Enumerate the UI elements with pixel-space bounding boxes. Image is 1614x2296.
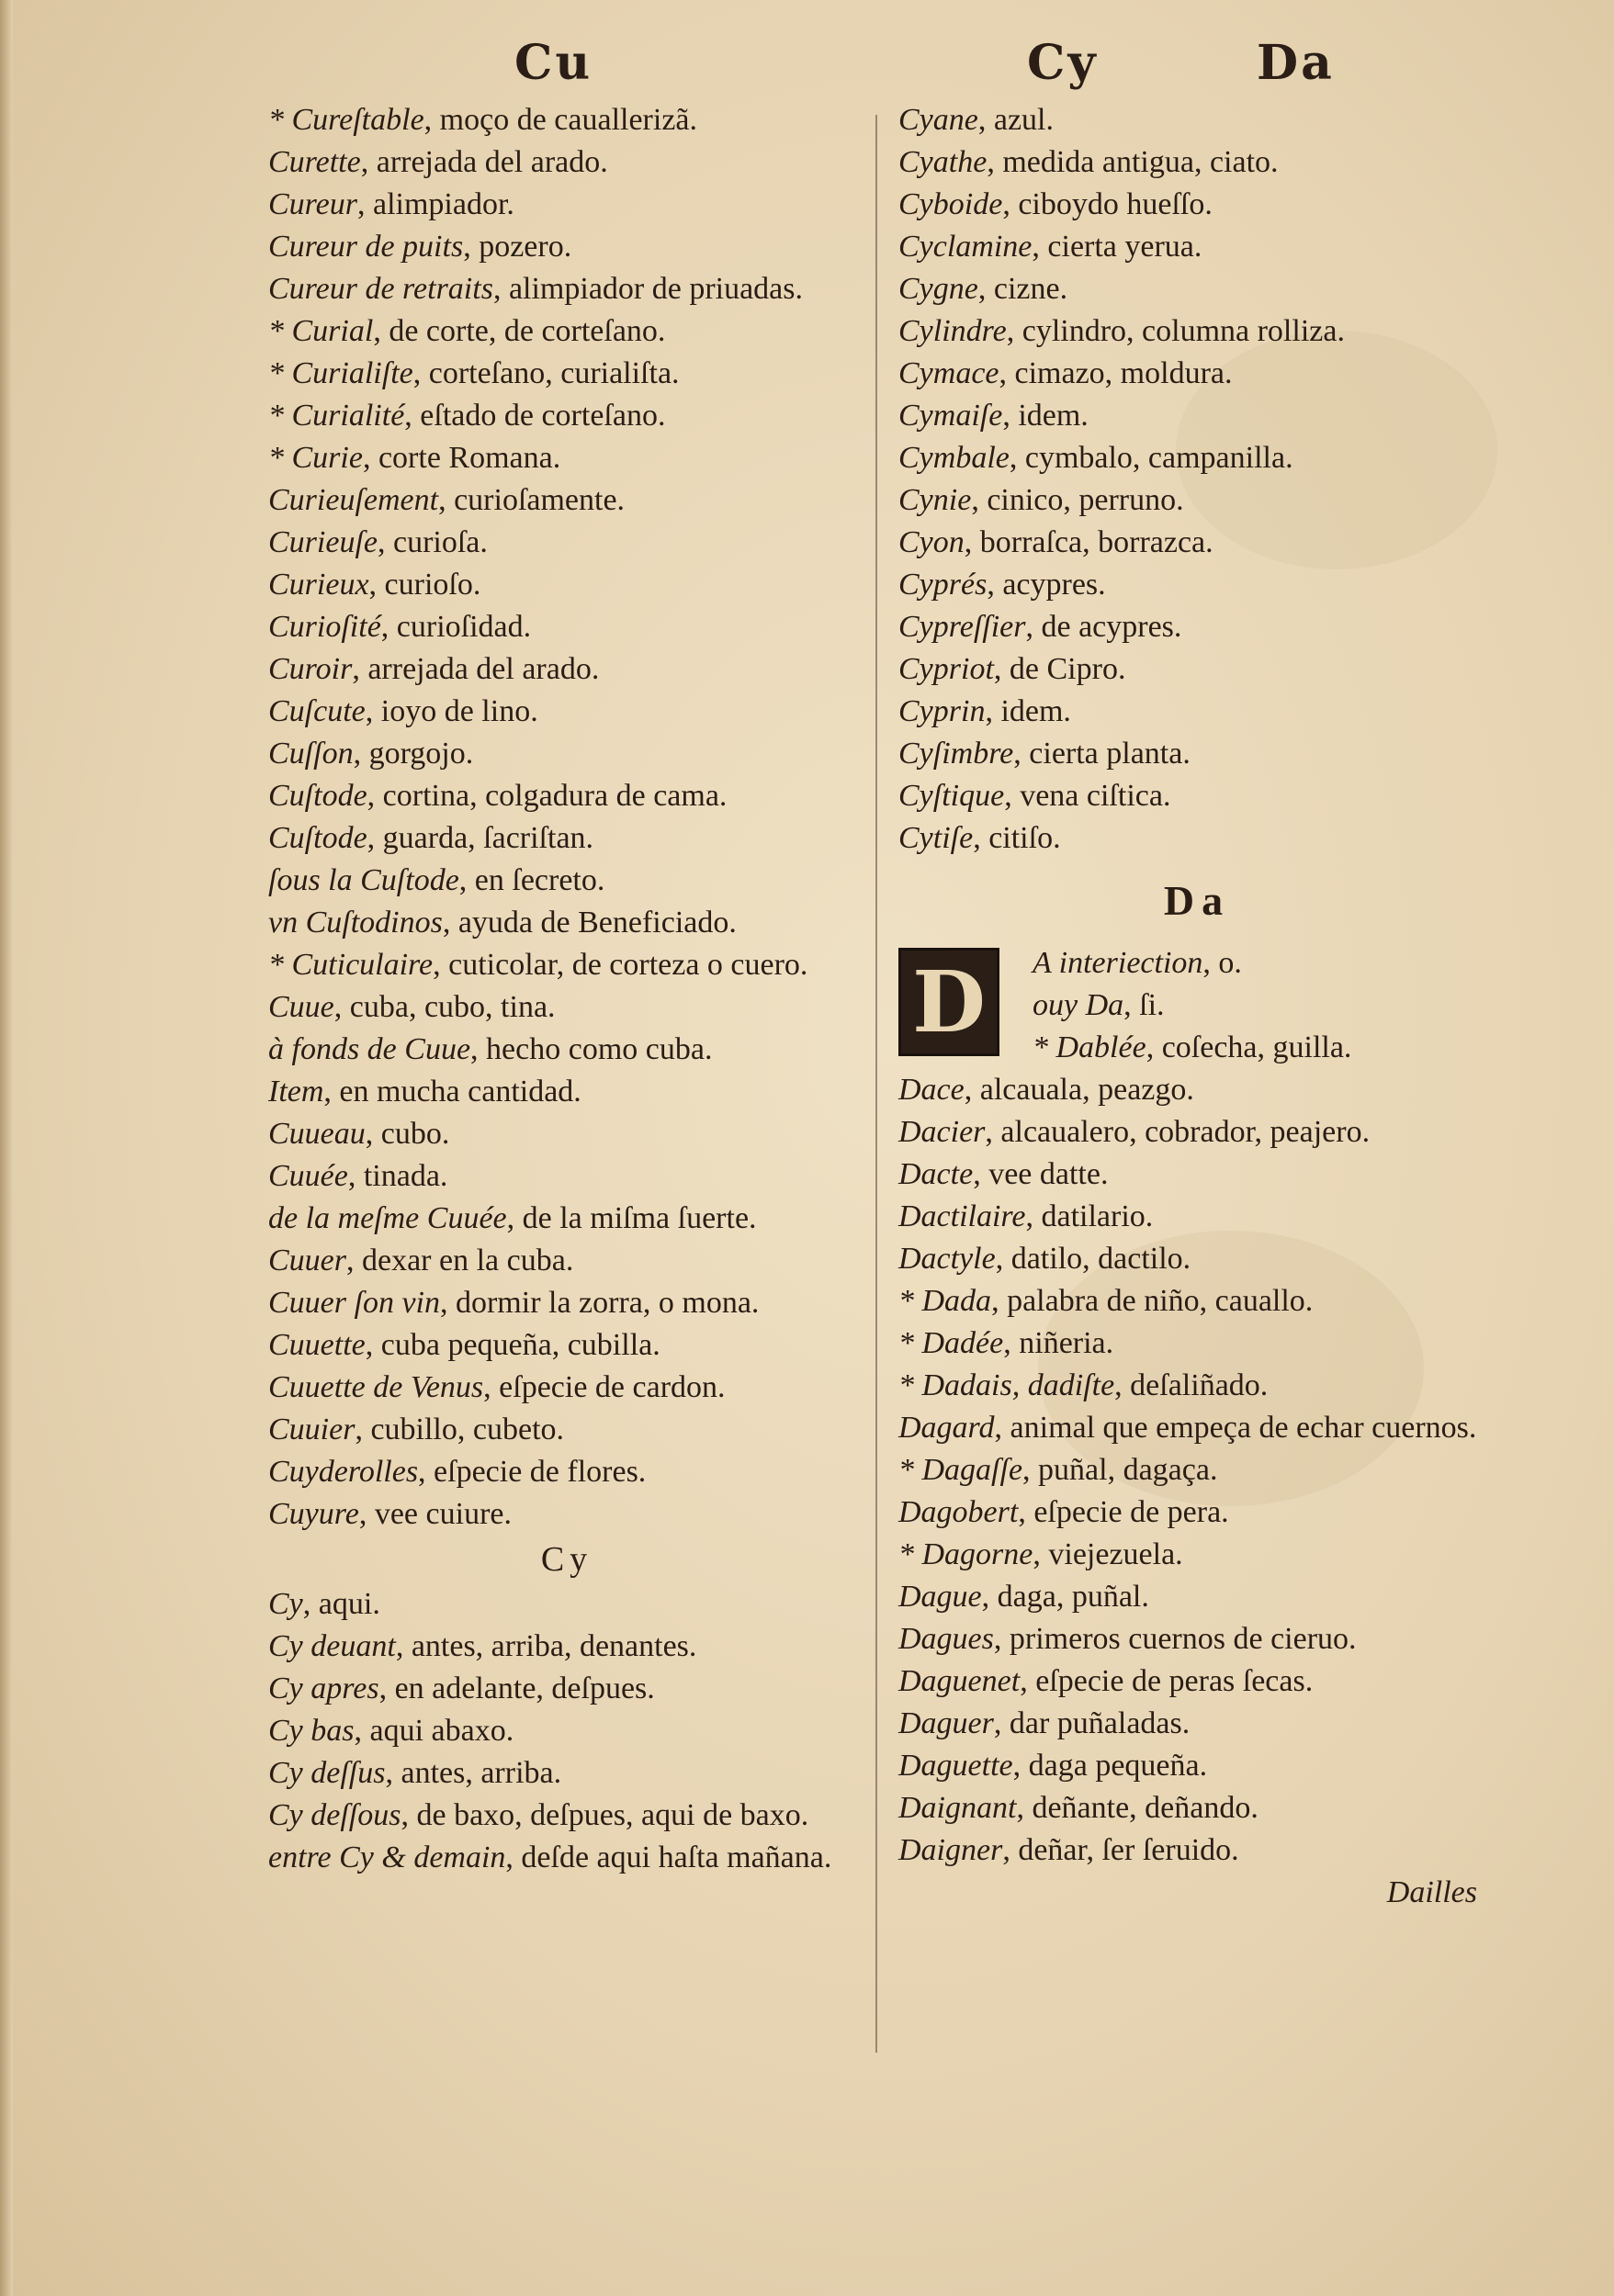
- entry-headword: * Dagorne: [898, 1537, 1033, 1571]
- entry-definition: , curioſo.: [368, 568, 481, 602]
- entry-definition: , aqui.: [302, 1587, 380, 1621]
- entry-headword: * Cuticulaire: [268, 948, 434, 982]
- entry-definition: , datilo, dactilo.: [995, 1242, 1191, 1276]
- entry-definition: , vee datte.: [973, 1157, 1109, 1191]
- entry-headword: Dagard: [898, 1411, 995, 1445]
- dictionary-entry: [268, 648, 865, 691]
- entry-definition: , eſtado de corteſano.: [404, 399, 666, 433]
- decorated-initial-letter: D: [912, 952, 986, 1052]
- entry-definition: , eſpecie de cardon.: [483, 1370, 726, 1404]
- entry-definition: , de corte, de corteſano.: [373, 314, 666, 348]
- entry-headword: Cuſtode: [268, 821, 367, 855]
- dictionary-entry: [898, 141, 1495, 184]
- entry-headword: * Dablée: [1033, 1030, 1146, 1064]
- entry-definition: , tinada.: [347, 1159, 448, 1193]
- entry-definition: , eſpecie de flores.: [418, 1455, 647, 1489]
- entry-definition: , viejezuela.: [1033, 1537, 1183, 1571]
- entry-definition: , en ſecreto.: [458, 863, 605, 897]
- entry-definition: , cuba, cubo, tina.: [333, 990, 556, 1024]
- entry-definition: , deſaliñado.: [1114, 1368, 1269, 1402]
- column-divider: [875, 115, 877, 2053]
- entry-definition: , coſecha, guilla.: [1146, 1030, 1352, 1064]
- entry-definition: , cymbalo, campanilla.: [1009, 441, 1293, 475]
- dictionary-entry: [898, 1407, 1495, 1449]
- entry-headword: Curieuſement: [268, 483, 439, 517]
- entry-headword: Cuuier: [268, 1412, 356, 1446]
- entry-headword: Dagues: [898, 1622, 994, 1656]
- dictionary-entry: [268, 1029, 865, 1071]
- entry-definition: , cuticolar, de corteza o cuero.: [433, 948, 808, 982]
- dictionary-entry: [898, 1111, 1495, 1154]
- dictionary-entry: [898, 1660, 1495, 1703]
- entry-headword: Daguenet: [898, 1664, 1021, 1698]
- dictionary-entry: [268, 479, 865, 522]
- entry-headword: Cyane: [898, 103, 978, 137]
- dictionary-entry: [898, 1322, 1495, 1365]
- entry-definition: , dormir la zorra, o mona.: [439, 1286, 760, 1320]
- entry-definition: , de Cipro.: [993, 652, 1126, 686]
- entry-headword: Cuuer: [268, 1244, 346, 1277]
- entry-definition: , pozero.: [463, 230, 572, 264]
- entry-headword: Cureur de puits: [268, 230, 464, 264]
- dictionary-entry: [268, 1155, 865, 1198]
- entry-headword: Dague: [898, 1580, 982, 1614]
- entry-definition: , cubillo, cubeto.: [355, 1412, 565, 1446]
- entry-definition: , alcaualero, cobrador, peajero.: [985, 1115, 1371, 1149]
- entry-headword: à fonds de Cuue: [268, 1032, 471, 1066]
- entry-definition: , cimazo, moldura.: [999, 356, 1233, 390]
- dictionary-entry: [268, 1668, 865, 1710]
- entry-definition: , idem.: [1002, 399, 1089, 433]
- entry-headword: Cuue: [268, 990, 334, 1024]
- entry-definition: , primeros cuernos de cieruo.: [993, 1622, 1357, 1656]
- entry-definition: , borraſca, borrazca.: [964, 525, 1213, 559]
- entry-headword: * Curialiſte: [268, 356, 413, 390]
- entry-definition: , alimpiador.: [356, 187, 514, 221]
- entry-headword: Cureur de retraits: [268, 272, 493, 306]
- dictionary-entry: [898, 606, 1495, 648]
- entry-definition: , aqui abaxo.: [354, 1714, 514, 1748]
- catchword: Dailles: [1386, 1875, 1477, 1909]
- entry-definition: , curioſidad.: [380, 610, 532, 644]
- right-column: [898, 99, 1495, 1914]
- entry-headword: Cyboide: [898, 187, 1003, 221]
- dictionary-entry: [268, 1451, 865, 1493]
- entry-definition: , de la miſma ſuerte.: [506, 1201, 757, 1235]
- dictionary-entry: [268, 1752, 865, 1795]
- dictionary-entry: [898, 1154, 1495, 1196]
- entry-definition: , niñeria.: [1003, 1326, 1114, 1360]
- entry-definition: , de baxo, deſpues, aqui de baxo.: [401, 1798, 809, 1832]
- entry-headword: Cytiſe: [898, 821, 974, 855]
- entry-headword: Cureur: [268, 187, 357, 221]
- entry-headword: Cuſſon: [268, 737, 354, 771]
- entry-headword: Cypriot: [898, 652, 994, 686]
- left-entry-list: [268, 99, 865, 1536]
- dictionary-entry: [898, 1703, 1495, 1745]
- dictionary-entry: [268, 1071, 865, 1113]
- subhead-cy: Cy: [540, 1540, 593, 1579]
- entry-definition: , ciboydo hueſſo.: [1002, 187, 1213, 221]
- dictionary-entry: [898, 226, 1495, 268]
- dictionary-entry: [898, 353, 1495, 395]
- entry-headword: Cuyure: [268, 1497, 359, 1531]
- entry-headword: Cylindre: [898, 314, 1007, 348]
- dictionary-entry: [268, 99, 865, 141]
- dictionary-entry: [898, 1449, 1495, 1491]
- dictionary-entry: [268, 1367, 865, 1409]
- entry-definition: , medida antigua, ciato.: [987, 145, 1279, 179]
- entry-definition: , ayuda de Beneficiado.: [442, 906, 737, 940]
- entry-headword: * Cureſtable: [268, 103, 424, 137]
- entry-headword: Cyſimbre: [898, 737, 1014, 771]
- dictionary-entry: [898, 1576, 1495, 1618]
- dictionary-entry: [268, 437, 865, 479]
- entry-headword: Cygne: [898, 272, 978, 306]
- entry-definition: , vena ciſtica.: [1004, 779, 1171, 813]
- entry-definition: , acypres.: [987, 568, 1106, 602]
- entry-headword: Cyprin: [898, 694, 986, 728]
- page-edge-shadow: [0, 0, 13, 2296]
- entry-definition: , corteſano, curialiſta.: [412, 356, 680, 390]
- entry-definition: , deñar, ſer ſeruido.: [1002, 1833, 1239, 1867]
- entry-definition: , gorgojo.: [353, 737, 474, 771]
- entry-headword: Cyon: [898, 525, 965, 559]
- entry-definition: , azul.: [977, 103, 1054, 137]
- dictionary-entry: [268, 141, 865, 184]
- dictionary-entry: [268, 1710, 865, 1752]
- dictionary-entry: [898, 184, 1495, 226]
- right-entry-list: [898, 99, 1495, 860]
- entry-definition: , moço de cauallerizã.: [423, 103, 698, 137]
- dictionary-entry: [268, 1198, 865, 1240]
- entry-definition: , cylindro, columna rolliza.: [1006, 314, 1345, 348]
- entry-headword: Cuuer ſon vin: [268, 1286, 440, 1320]
- entry-definition: , en adelante, deſpues.: [378, 1671, 655, 1705]
- entry-headword: Cyſtique: [898, 779, 1005, 813]
- entry-headword: Dace: [898, 1073, 965, 1107]
- dictionary-entry: [268, 310, 865, 353]
- entry-headword: Curette: [268, 145, 361, 179]
- running-head-center: Cy: [1027, 35, 1099, 91]
- entry-headword: Dactyle: [898, 1242, 996, 1276]
- entry-headword: * Curialité: [268, 399, 405, 433]
- entry-definition: , en mucha cantidad.: [323, 1075, 581, 1109]
- entry-definition: , corte Romana.: [362, 441, 561, 475]
- dictionary-entry: [268, 817, 865, 860]
- entry-headword: ouy Da: [1033, 988, 1124, 1022]
- entry-headword: Cy: [268, 1587, 303, 1621]
- dictionary-entry: [268, 1240, 865, 1282]
- entry-definition: , citiſo.: [973, 821, 1061, 855]
- dictionary-entry: [268, 268, 865, 310]
- dictionary-entry: [268, 606, 865, 648]
- dictionary-entry: [268, 522, 865, 564]
- dictionary-entry: [268, 944, 865, 986]
- dictionary-entry: [898, 395, 1495, 437]
- dictionary-entry: [898, 564, 1495, 606]
- dictionary-entry: [898, 648, 1495, 691]
- entry-definition: , deſde aqui haſta mañana.: [505, 1840, 832, 1874]
- entry-headword: Daguer: [898, 1706, 994, 1740]
- entry-headword: Cuſtode: [268, 779, 367, 813]
- entry-headword: * Curial: [268, 314, 374, 348]
- dictionary-entry: [268, 395, 865, 437]
- entry-definition: , daga pequeña.: [1012, 1749, 1208, 1783]
- entry-headword: Cymace: [898, 356, 999, 390]
- dictionary-entry: [898, 775, 1495, 817]
- dictionary-entry: [268, 691, 865, 733]
- entry-headword: Cuuée: [268, 1159, 348, 1193]
- entry-headword: * Dadais, dadiſte: [898, 1368, 1115, 1402]
- dictionary-entry: [268, 226, 865, 268]
- entry-definition: , cierta yerua.: [1032, 230, 1202, 264]
- running-head-right: Da: [1257, 35, 1335, 91]
- decorated-initial: [898, 948, 999, 1056]
- running-head-left: Cu: [514, 35, 593, 91]
- dictionary-entry: [898, 1365, 1495, 1407]
- dictionary-entry: [268, 1626, 865, 1668]
- dictionary-entry: [898, 1829, 1495, 1872]
- entry-headword: * Curie: [268, 441, 363, 475]
- entry-definition: , datilario.: [1025, 1199, 1154, 1233]
- entry-headword: entre Cy & demain: [268, 1840, 506, 1874]
- dictionary-entry: [898, 1745, 1495, 1787]
- dictionary-entry: [268, 564, 865, 606]
- cy-entry-list: [268, 1583, 865, 1879]
- entry-headword: Dacier: [898, 1115, 986, 1149]
- entry-definition: , cizne.: [977, 272, 1068, 306]
- dictionary-entry: [898, 733, 1495, 775]
- dictionary-entry: [268, 986, 865, 1029]
- dictionary-entry: [268, 353, 865, 395]
- dictionary-entry: [268, 733, 865, 775]
- dictionary-entry: [268, 184, 865, 226]
- dictionary-entry: [268, 1837, 865, 1879]
- entry-definition: , de acypres.: [1025, 610, 1182, 644]
- entry-headword: Cuyderolles: [268, 1455, 419, 1489]
- dictionary-entry: [898, 268, 1495, 310]
- entry-headword: Curieux: [268, 568, 369, 602]
- dictionary-entry: [898, 1280, 1495, 1322]
- entry-definition: , antes, arriba.: [385, 1756, 562, 1790]
- entry-definition: , dar puñaladas.: [993, 1706, 1191, 1740]
- entry-definition: , cuba pequeña, cubilla.: [365, 1328, 660, 1362]
- entry-headword: Cy bas: [268, 1714, 355, 1748]
- dictionary-entry: [268, 1282, 865, 1324]
- entry-headword: * Dagaſſe: [898, 1453, 1023, 1487]
- dictionary-entry: [898, 1196, 1495, 1238]
- entry-headword: Cyprés: [898, 568, 988, 602]
- entry-definition: , eſpecie de pera.: [1018, 1495, 1229, 1529]
- entry-definition: , cortina, colgadura de cama.: [367, 779, 728, 813]
- entry-headword: vn Cuſtodinos: [268, 906, 443, 940]
- entry-definition: , animal que empeça de echar cuernos.: [994, 1411, 1477, 1445]
- dictionary-entry: [898, 437, 1495, 479]
- entry-headword: Cy apres: [268, 1671, 379, 1705]
- entry-headword: Item: [268, 1075, 324, 1109]
- dictionary-entry: [268, 1409, 865, 1451]
- dictionary-entry: [898, 1534, 1495, 1576]
- dictionary-entry: [268, 902, 865, 944]
- da-entry-list: [898, 1069, 1495, 1872]
- entry-headword: de la meſme Cuuée: [268, 1201, 507, 1235]
- entry-headword: Cuuette de Venus: [268, 1370, 484, 1404]
- entry-headword: Cuſcute: [268, 694, 366, 728]
- entry-headword: Cyathe: [898, 145, 988, 179]
- dictionary-entry: [898, 1491, 1495, 1534]
- entry-headword: Cuuette: [268, 1328, 366, 1362]
- dictionary-entry: [268, 1493, 865, 1536]
- entry-headword: * Dadée: [898, 1326, 1004, 1360]
- left-column: [268, 99, 865, 1879]
- entry-definition: , guarda, ſacriſtan.: [367, 821, 594, 855]
- entry-definition: , idem.: [985, 694, 1071, 728]
- entry-definition: , cinico, perruno.: [971, 483, 1184, 517]
- entry-headword: Dacte: [898, 1157, 974, 1191]
- dictionary-entry: [898, 99, 1495, 141]
- dictionary-entry: [268, 1113, 865, 1155]
- entry-definition: , curioſamente.: [438, 483, 626, 517]
- entry-definition: , arrejada del arado.: [360, 145, 608, 179]
- dictionary-entry: [898, 310, 1495, 353]
- entry-definition: , ſi.: [1123, 988, 1165, 1022]
- da-section: [898, 942, 1495, 1872]
- entry-headword: Dactilaire: [898, 1199, 1026, 1233]
- entry-definition: , puñal, dagaça.: [1022, 1453, 1218, 1487]
- dictionary-entry: [268, 1583, 865, 1626]
- entry-headword: Cyclamine: [898, 230, 1033, 264]
- entry-headword: Cymbale: [898, 441, 1010, 475]
- entry-headword: Curioſité: [268, 610, 381, 644]
- dictionary-entry: [268, 775, 865, 817]
- entry-definition: , cierta planta.: [1013, 737, 1191, 771]
- entry-definition: , deñante, deñando.: [1016, 1791, 1258, 1825]
- entry-headword: Dagobert: [898, 1495, 1019, 1529]
- entry-headword: Cymaiſe: [898, 399, 1003, 433]
- entry-definition: , dexar en la cuba.: [346, 1244, 574, 1277]
- entry-headword: ſous la Cuſtode: [268, 863, 459, 897]
- entry-definition: , eſpecie de peras ſecas.: [1020, 1664, 1314, 1698]
- dictionary-entry: [898, 691, 1495, 733]
- entry-headword: Cynie: [898, 483, 972, 517]
- entry-headword: Cy deſſous: [268, 1798, 401, 1832]
- entry-headword: Cuueau: [268, 1117, 366, 1151]
- entry-headword: Curoir: [268, 652, 353, 686]
- entry-definition: , ioyo de lino.: [365, 694, 538, 728]
- subhead-da: Da: [1163, 877, 1231, 924]
- dictionary-entry: [898, 817, 1495, 860]
- dictionary-entry: [898, 1787, 1495, 1829]
- entry-headword: Daignant: [898, 1791, 1017, 1825]
- dictionary-entry: [898, 1238, 1495, 1280]
- entry-definition: , alcauala, peazgo.: [964, 1073, 1194, 1107]
- entry-definition: , alimpiador de priuadas.: [492, 272, 803, 306]
- entry-definition: , o.: [1202, 946, 1242, 980]
- entry-headword: Daguette: [898, 1749, 1013, 1783]
- entry-headword: Curieuſe: [268, 525, 378, 559]
- entry-headword: Cy deſſus: [268, 1756, 386, 1790]
- entry-definition: , antes, arriba, denantes.: [395, 1629, 697, 1663]
- dictionary-entry: [898, 1618, 1495, 1660]
- entry-definition: , curioſa.: [377, 525, 488, 559]
- entry-definition: , vee cuiure.: [358, 1497, 512, 1531]
- dictionary-entry: [898, 1069, 1495, 1111]
- entry-headword: * Dada: [898, 1284, 992, 1318]
- entry-headword: A interiection: [1033, 946, 1203, 980]
- entry-definition: , arrejada del arado.: [352, 652, 600, 686]
- entry-definition: , palabra de niño, cauallo.: [991, 1284, 1314, 1318]
- entry-headword: Cy deuant: [268, 1629, 396, 1663]
- entry-definition: , hecho como cuba.: [470, 1032, 713, 1066]
- entry-definition: , daga, puñal.: [981, 1580, 1149, 1614]
- dictionary-entry: [898, 479, 1495, 522]
- entry-definition: , cubo.: [365, 1117, 450, 1151]
- dictionary-entry: [268, 1324, 865, 1367]
- entry-headword: Daigner: [898, 1833, 1003, 1867]
- dictionary-entry: [898, 522, 1495, 564]
- dictionary-entry: [268, 860, 865, 902]
- entry-headword: Cypreſſier: [898, 610, 1026, 644]
- dictionary-entry: [268, 1795, 865, 1837]
